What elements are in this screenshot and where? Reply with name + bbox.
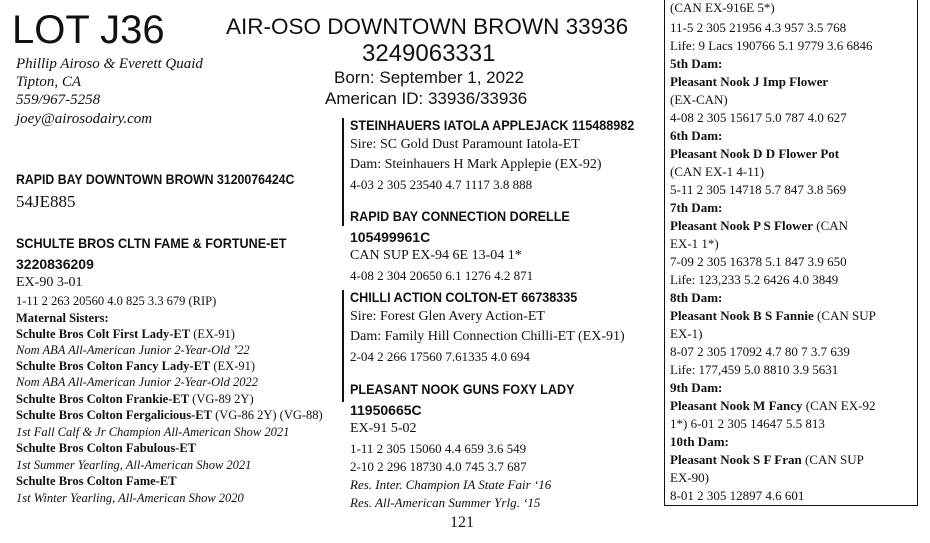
eighth-dam-heading: 8th Dam:: [670, 290, 723, 305]
sire-dam-name: RAPID BAY CONNECTION DORELLE: [350, 208, 570, 224]
tenth-dam-record: 8-01 2 305 12897 4.6 601: [670, 488, 805, 503]
ninth-dam-name: Pleasant Nook M Fancy (CAN EX-92: [670, 398, 876, 413]
dam-dam-record-1: 1-11 2 305 15060 4.4 659 3.6 549: [350, 441, 527, 456]
maternal-sister: Schulte Bros Colton Fergalicious-ET (VG-86 2Y) (VG-88): [16, 408, 323, 422]
fourth-dam-record: 11-5 2 305 21956 4.3 957 3.5 768: [670, 20, 847, 35]
dam-dam-award-1: Res. Inter. Champion IA State Fair ‘16: [350, 477, 552, 492]
seventh-dam-name: Pleasant Nook P S Flower (CAN: [670, 218, 849, 233]
sixth-dam-classification: (CAN EX-1 4-11): [670, 164, 765, 179]
pedigree-bracket-dam: [342, 290, 344, 402]
consignor-city: Tipton, CA: [16, 74, 82, 90]
sire-sire-name: STEINHAUERS IATOLA APPLEJACK 115488982: [350, 117, 635, 133]
fifth-dam-record: 4-08 2 305 15617 5.0 787 4.0 627: [670, 110, 847, 125]
consignor-email: joey@airosodairy.com: [16, 111, 153, 127]
eighth-dam-classification: EX-1): [670, 326, 703, 341]
tenth-dam-classification: EX-90): [670, 470, 709, 485]
maternal-sisters-heading: Maternal Sisters:: [16, 311, 109, 325]
lot-number: LOT J36: [12, 8, 165, 52]
maternal-sister: Schulte Bros Colton Fabulous-ET: [16, 441, 197, 455]
consignor-name: Phillip Airoso & Everett Quaid: [16, 56, 203, 72]
dam-sire-dam: Dam: Family Hill Connection Chilli-ET (EX-91): [350, 329, 625, 344]
animal-registration: 3249063331: [362, 40, 496, 67]
sire-code: 54JE885: [16, 192, 76, 211]
consignor-phone: 559/967-5258: [16, 92, 101, 108]
fourth-dam-classification: (CAN EX-916E 5*): [670, 0, 775, 15]
dam-dam-award-2: Res. All-American Summer Yrlg. ‘15: [350, 495, 541, 510]
fourth-dam-lifetime: Life: 9 Lacs 190766 5.1 9779 3.6 6846: [670, 38, 873, 53]
maternal-sister: Schulte Bros Colton Frankie-ET (VG-89 2Y): [16, 392, 254, 406]
sixth-dam-heading: 6th Dam:: [670, 128, 723, 143]
sixth-dam-name: Pleasant Nook D D Flower Pot: [670, 146, 840, 161]
dam-sire-sire: Sire: Forest Glen Avery Action-ET: [350, 309, 545, 324]
dam-sire-name: CHILLI ACTION COLTON-ET 66738335: [350, 289, 578, 305]
maternal-sister: Schulte Bros Colton Fancy Lady-ET (EX-91): [16, 359, 256, 373]
dam-name: SCHULTE BROS CLTN FAME & FORTUNE-ET: [16, 235, 287, 251]
tenth-dam-heading: 10th Dam:: [670, 434, 729, 449]
sire-sire-sire: Sire: SC Gold Dust Paramount Iatola-ET: [350, 137, 580, 152]
eighth-dam-name: Pleasant Nook B S Fannie (CAN SUP: [670, 308, 876, 323]
maternal-sister-note: Nom ABA All-American Junior 2-Year-Old 2022: [16, 375, 258, 389]
eighth-dam-record: 8-07 2 305 17092 4.7 80 7 3.7 639: [670, 344, 850, 359]
page-number: 121: [450, 514, 474, 531]
dam-record: 1-11 2 263 20560 4.0 825 3.3 679 (RIP): [16, 294, 217, 308]
dam-sire-record: 2-04 2 266 17560 7.61335 4.0 694: [350, 349, 530, 364]
sire-sire-dam: Dam: Steinhauers H Mark Applepie (EX-92): [350, 157, 602, 172]
dam-dam-classification: EX-91 5-02: [350, 421, 417, 436]
tenth-dam-name: Pleasant Nook S F Fran (CAN SUP: [670, 452, 864, 467]
maternal-sister-note: Nom ABA All-American Junior 2-Year-Old ’22: [16, 343, 250, 357]
dam-registration: 3220836209: [16, 256, 94, 272]
animal-name: AIR-OSO DOWNTOWN BROWN 33936: [226, 14, 629, 39]
fifth-dam-classification: (EX-CAN): [670, 92, 728, 107]
seventh-dam-classification: EX-1 1*): [670, 236, 719, 251]
seventh-dam-record: 7-09 2 305 16378 5.1 847 3.9 650: [670, 254, 847, 269]
birth-date: Born: September 1, 2022: [334, 68, 524, 87]
maternal-sister-note: 1st Winter Yearling, All-American Show 2020: [16, 491, 244, 505]
maternal-sister: Schulte Bros Colt First Lady-ET (EX-91): [16, 327, 235, 341]
sire-dam-registration: 105499961C: [350, 229, 431, 245]
maternal-sister-note: 1st Fall Calf & Jr Champion All-American Show 2021: [16, 425, 290, 439]
ninth-dam-heading: 9th Dam:: [670, 380, 723, 395]
eighth-dam-lifetime: Life: 177,459 5.0 8810 3.9 5631: [670, 362, 839, 377]
pedigree-bracket-sire: [342, 118, 344, 226]
fifth-dam-heading: 5th Dam:: [670, 56, 723, 71]
seventh-dam-heading: 7th Dam:: [670, 200, 723, 215]
sire-name: RAPID BAY DOWNTOWN BROWN 3120076424C: [16, 171, 295, 187]
dam-classification: EX-90 3-01: [16, 275, 83, 290]
maternal-sister-note: 1st Summer Yearling, All-American Show 2021: [16, 458, 252, 472]
sire-dam-record: 4-08 2 304 20650 6.1 1276 4.2 871: [350, 268, 534, 283]
maternal-sister: Schulte Bros Colton Fame-ET: [16, 474, 177, 488]
fifth-dam-name: Pleasant Nook J Imp Flower: [670, 74, 829, 89]
ninth-dam-record: 1*) 6-01 2 305 14647 5.5 813: [670, 416, 825, 431]
sire-sire-record: 4-03 2 305 23540 4.7 1117 3.8 888: [350, 177, 533, 192]
dam-dam-registration: 11950665C: [350, 402, 422, 418]
dam-dam-name: PLEASANT NOOK GUNS FOXY LADY: [350, 381, 575, 397]
sire-dam-classification: CAN SUP EX-94 6E 13-04 1*: [350, 248, 522, 263]
sixth-dam-record: 5-11 2 305 14718 5.7 847 3.8 569: [670, 182, 847, 197]
seventh-dam-lifetime: Life: 123,233 5.2 6426 4.0 3849: [670, 272, 839, 287]
american-id: American ID: 33936/33936: [325, 89, 528, 108]
dam-dam-record-2: 2-10 2 296 18730 4.0 745 3.7 687: [350, 459, 527, 474]
